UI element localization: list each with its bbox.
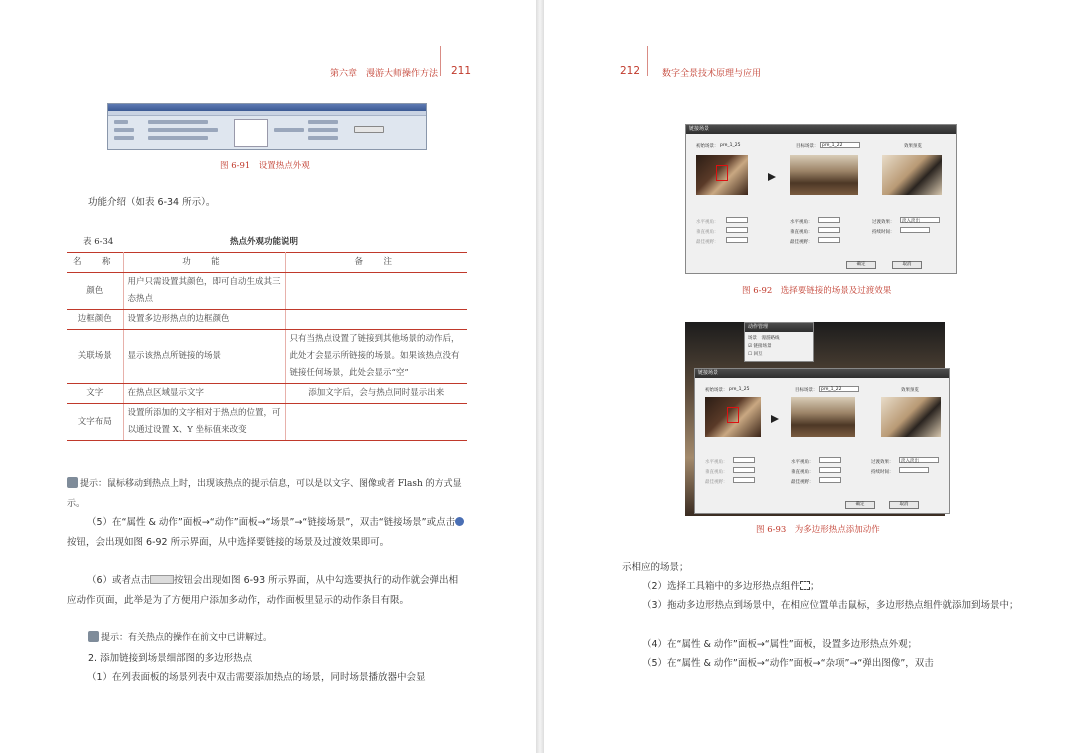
duration-field[interactable]: [900, 227, 930, 233]
transition-value: 淡入淡出: [901, 459, 919, 464]
screenshot-preview-box: [234, 119, 268, 147]
book-header: 数字全景技术原理与应用: [662, 69, 762, 79]
figure-6-91-caption: 图 6-91 设置热点外观: [220, 161, 310, 171]
initial-v-angle-label: 垂直视角：: [705, 470, 728, 475]
target-scene-value: pre_1_22: [821, 387, 842, 392]
initial-fov-field[interactable]: [733, 477, 755, 483]
cell-note: 添加文字后，会与热点同时显示出来: [285, 384, 467, 404]
cell-function: 显示该热点所链接的场景: [123, 330, 285, 384]
table-row: [67, 404, 467, 441]
gear-icon: [455, 517, 464, 526]
step-4: （4）在“属性 & 动作”面板→“属性”面板，设置多边形热点外观；: [642, 639, 918, 650]
paragraph-6-text-a: （6）或者点击: [87, 575, 151, 586]
effect-preview-label: 效果预览: [901, 388, 919, 393]
link-scene-checkbox[interactable]: ☑ 链接场景: [748, 344, 772, 349]
target-scene-thumbnail: [791, 397, 855, 437]
tip-2-text: 提示：有关热点的操作在前文中已讲解过。: [101, 633, 273, 643]
paragraph-6: [67, 571, 467, 610]
polygon-hotspot-icon: [800, 581, 810, 590]
figure-6-93-caption: 图 6-93 为多边形热点添加动作: [756, 525, 880, 535]
target-scene-thumbnail: [790, 155, 858, 195]
tip-icon: [67, 477, 78, 488]
target-v-angle-field[interactable]: [819, 467, 841, 473]
table-caption: 表 6-34: [83, 237, 114, 247]
header-name: 名 称: [67, 253, 123, 273]
table-title: 热点外观功能说明: [230, 237, 299, 247]
section-2-heading: 2. 添加链接到场景细部图的多边形热点: [88, 653, 253, 664]
cell-name: 关联场景: [67, 330, 123, 384]
tip-1-text: 提示：鼠标移动到热点上时，出现该热点的提示信息，可以是以文字、图像或者 Flash 的方式显示。: [67, 479, 462, 509]
initial-h-angle-field[interactable]: [726, 217, 748, 223]
duration-label: 持续时间：: [872, 230, 895, 235]
action-manager-dialog: [744, 322, 814, 362]
cell-note: [285, 310, 467, 330]
target-v-angle-field[interactable]: [818, 227, 840, 233]
left-page: [0, 0, 536, 753]
target-h-angle-label: 水平视角：: [790, 220, 813, 225]
dialog-titlebar: 链接场景: [686, 125, 956, 134]
initial-scene-label: 初始场景：: [696, 144, 719, 149]
cell-function: 设置多边形热点的边框颜色: [123, 310, 285, 330]
initial-h-angle-label: 水平视角：: [696, 220, 719, 225]
return-checkbox[interactable]: ☐ 回互: [748, 352, 763, 357]
step-2: [622, 577, 1022, 597]
book-gutter: [536, 0, 544, 753]
hotspot-appearance-table: [67, 252, 467, 441]
cell-note: [285, 404, 467, 441]
intro-text: 功能介绍（如表 6-34 所示）。: [88, 197, 216, 208]
cell-name: 文字布局: [67, 404, 123, 441]
initial-v-angle-field[interactable]: [733, 467, 755, 473]
cell-note: 只有当热点设置了链接到其他场景的动作后，此处才会显示所链接的场景。如果该热点没有链接任何场景，此处会显示“空”: [285, 330, 467, 384]
table-row: [67, 384, 467, 404]
initial-scene-selection: [716, 165, 728, 181]
page-number: 211: [451, 65, 472, 77]
cell-function: 用户只需设置其颜色，即可自动生成其三态热点: [123, 273, 285, 310]
duration-label: 持续时间：: [871, 470, 894, 475]
target-scene-label: 目标场景：: [796, 144, 819, 149]
initial-h-angle-label: 水平视角：: [705, 460, 728, 465]
initial-scene-value: pre_1_25: [720, 143, 741, 148]
cell-function: 设置所添加的文字相对于热点的位置，可以通过设置 X、Y 坐标值来改变: [123, 404, 285, 441]
paragraph-5: [67, 513, 467, 552]
initial-fov-field[interactable]: [726, 237, 748, 243]
paragraph-5-text-a: （5）在“属性 & 动作”面板→“动作”面板→“场景”→“链接场景”，双击“链接场景”或点击: [87, 517, 456, 528]
target-scene-label: 目标场景：: [795, 388, 818, 393]
ellipsis-button-icon: [150, 575, 174, 584]
paragraph-1: （1）在列表面板的场景列表中双击需要添加热点的场景，同时场景播放器中会显: [87, 672, 426, 683]
action-tabs: 场景 漫游路线: [748, 336, 780, 341]
initial-fov-label: 最佳视野：: [696, 240, 719, 245]
target-fov-label: 最佳视野：: [790, 240, 813, 245]
header-function: 功 能: [123, 253, 285, 273]
cancel-button[interactable]: 取消: [892, 261, 922, 269]
right-page: [544, 0, 1074, 753]
transition-value: 淡入淡出: [902, 219, 920, 224]
link-scene-checkbox-label: 链接场景: [753, 344, 772, 349]
target-h-angle-field[interactable]: [819, 457, 841, 463]
tip-icon: [88, 631, 99, 642]
transition-label: 过渡效果：: [872, 220, 895, 225]
paragraph-5-text-b: 按钮，会出现如图 6-92 所示界面，从中选择要链接的场景及过渡效果即可。: [67, 536, 390, 548]
effect-preview-thumbnail: [881, 397, 941, 437]
arrow-right-icon: [768, 173, 776, 181]
initial-scene-value: pre_1_25: [729, 387, 750, 392]
duration-field[interactable]: [899, 467, 929, 473]
header-note: 备 注: [285, 253, 467, 273]
table-header-row: [67, 253, 467, 273]
target-h-angle-field[interactable]: [818, 217, 840, 223]
target-fov-field[interactable]: [819, 477, 841, 483]
tip-2: [88, 629, 272, 649]
table-row: [67, 273, 467, 310]
figure-6-92-caption: 图 6-92 选择要链接的场景及过渡效果: [742, 286, 892, 296]
cell-name: 文字: [67, 384, 123, 404]
return-checkbox-label: 回互: [753, 352, 763, 357]
screenshot-titlebar: [108, 104, 426, 111]
target-fov-field[interactable]: [818, 237, 840, 243]
table-row: [67, 310, 467, 330]
initial-scene-label: 初始场景：: [705, 388, 728, 393]
target-v-angle-label: 垂直视角：: [790, 230, 813, 235]
dialog-titlebar: 链接场景: [695, 369, 949, 378]
action-dialog-titlebar: 动作管理: [745, 323, 813, 332]
paragraph-6-text-b: 按钮会出现如图 6-93 所示界面，从中勾选要执行的动作就会弹出相应动作页面，此举是为了方便用户添加多动作，动作面板里显示的动作条目有限。: [67, 575, 459, 606]
initial-v-angle-label: 垂直视角：: [696, 230, 719, 235]
screenshot-toolbar: [108, 111, 426, 116]
step-2-text-b: ；: [810, 581, 820, 592]
effect-preview-label: 效果预览: [904, 144, 922, 149]
hotspot-appearance-screenshot: [107, 103, 427, 150]
target-fov-label: 最佳视野：: [791, 480, 814, 485]
header-rule: [440, 46, 441, 76]
target-scene-value: pre_1_22: [822, 143, 843, 148]
step-5: （5）在“属性 & 动作”面板→“动作”面板→“杂项”→“弹出图像”，双击: [642, 658, 934, 669]
initial-v-angle-field[interactable]: [726, 227, 748, 233]
initial-h-angle-field[interactable]: [733, 457, 755, 463]
cell-note: [285, 273, 467, 310]
cell-function: 在热点区域显示文字: [123, 384, 285, 404]
effect-preview-thumbnail: [882, 155, 942, 195]
header-rule: [647, 46, 648, 76]
target-v-angle-label: 垂直视角：: [791, 470, 814, 475]
cell-name: 颜色: [67, 273, 123, 310]
page-number: 212: [620, 65, 641, 77]
table-row: [67, 330, 467, 384]
cell-name: 边框颜色: [67, 310, 123, 330]
chapter-header: 第六章 漫游大师操作方法: [330, 69, 439, 79]
continued-text: 示相应的场景；: [622, 562, 689, 573]
tip-1: [67, 475, 467, 514]
step-2-text-a: （2）选择工具箱中的多边形热点组件: [642, 581, 801, 592]
arrow-right-icon: [771, 415, 779, 423]
initial-scene-selection: [727, 407, 739, 423]
initial-fov-label: 最佳视野：: [705, 480, 728, 485]
step-3: （3）拖动多边形热点到场景中，在相应位置单击鼠标，多边形热点组件就添加到场景中；: [642, 600, 1019, 611]
link-scene-dialog: [685, 124, 957, 274]
link-scene-dialog-2: [694, 368, 950, 514]
ok-button[interactable]: 确定: [846, 261, 876, 269]
transition-label: 过渡效果：: [871, 460, 894, 465]
ok-button[interactable]: 确定: [845, 501, 875, 509]
cancel-button[interactable]: 取消: [889, 501, 919, 509]
target-h-angle-label: 水平视角：: [791, 460, 814, 465]
